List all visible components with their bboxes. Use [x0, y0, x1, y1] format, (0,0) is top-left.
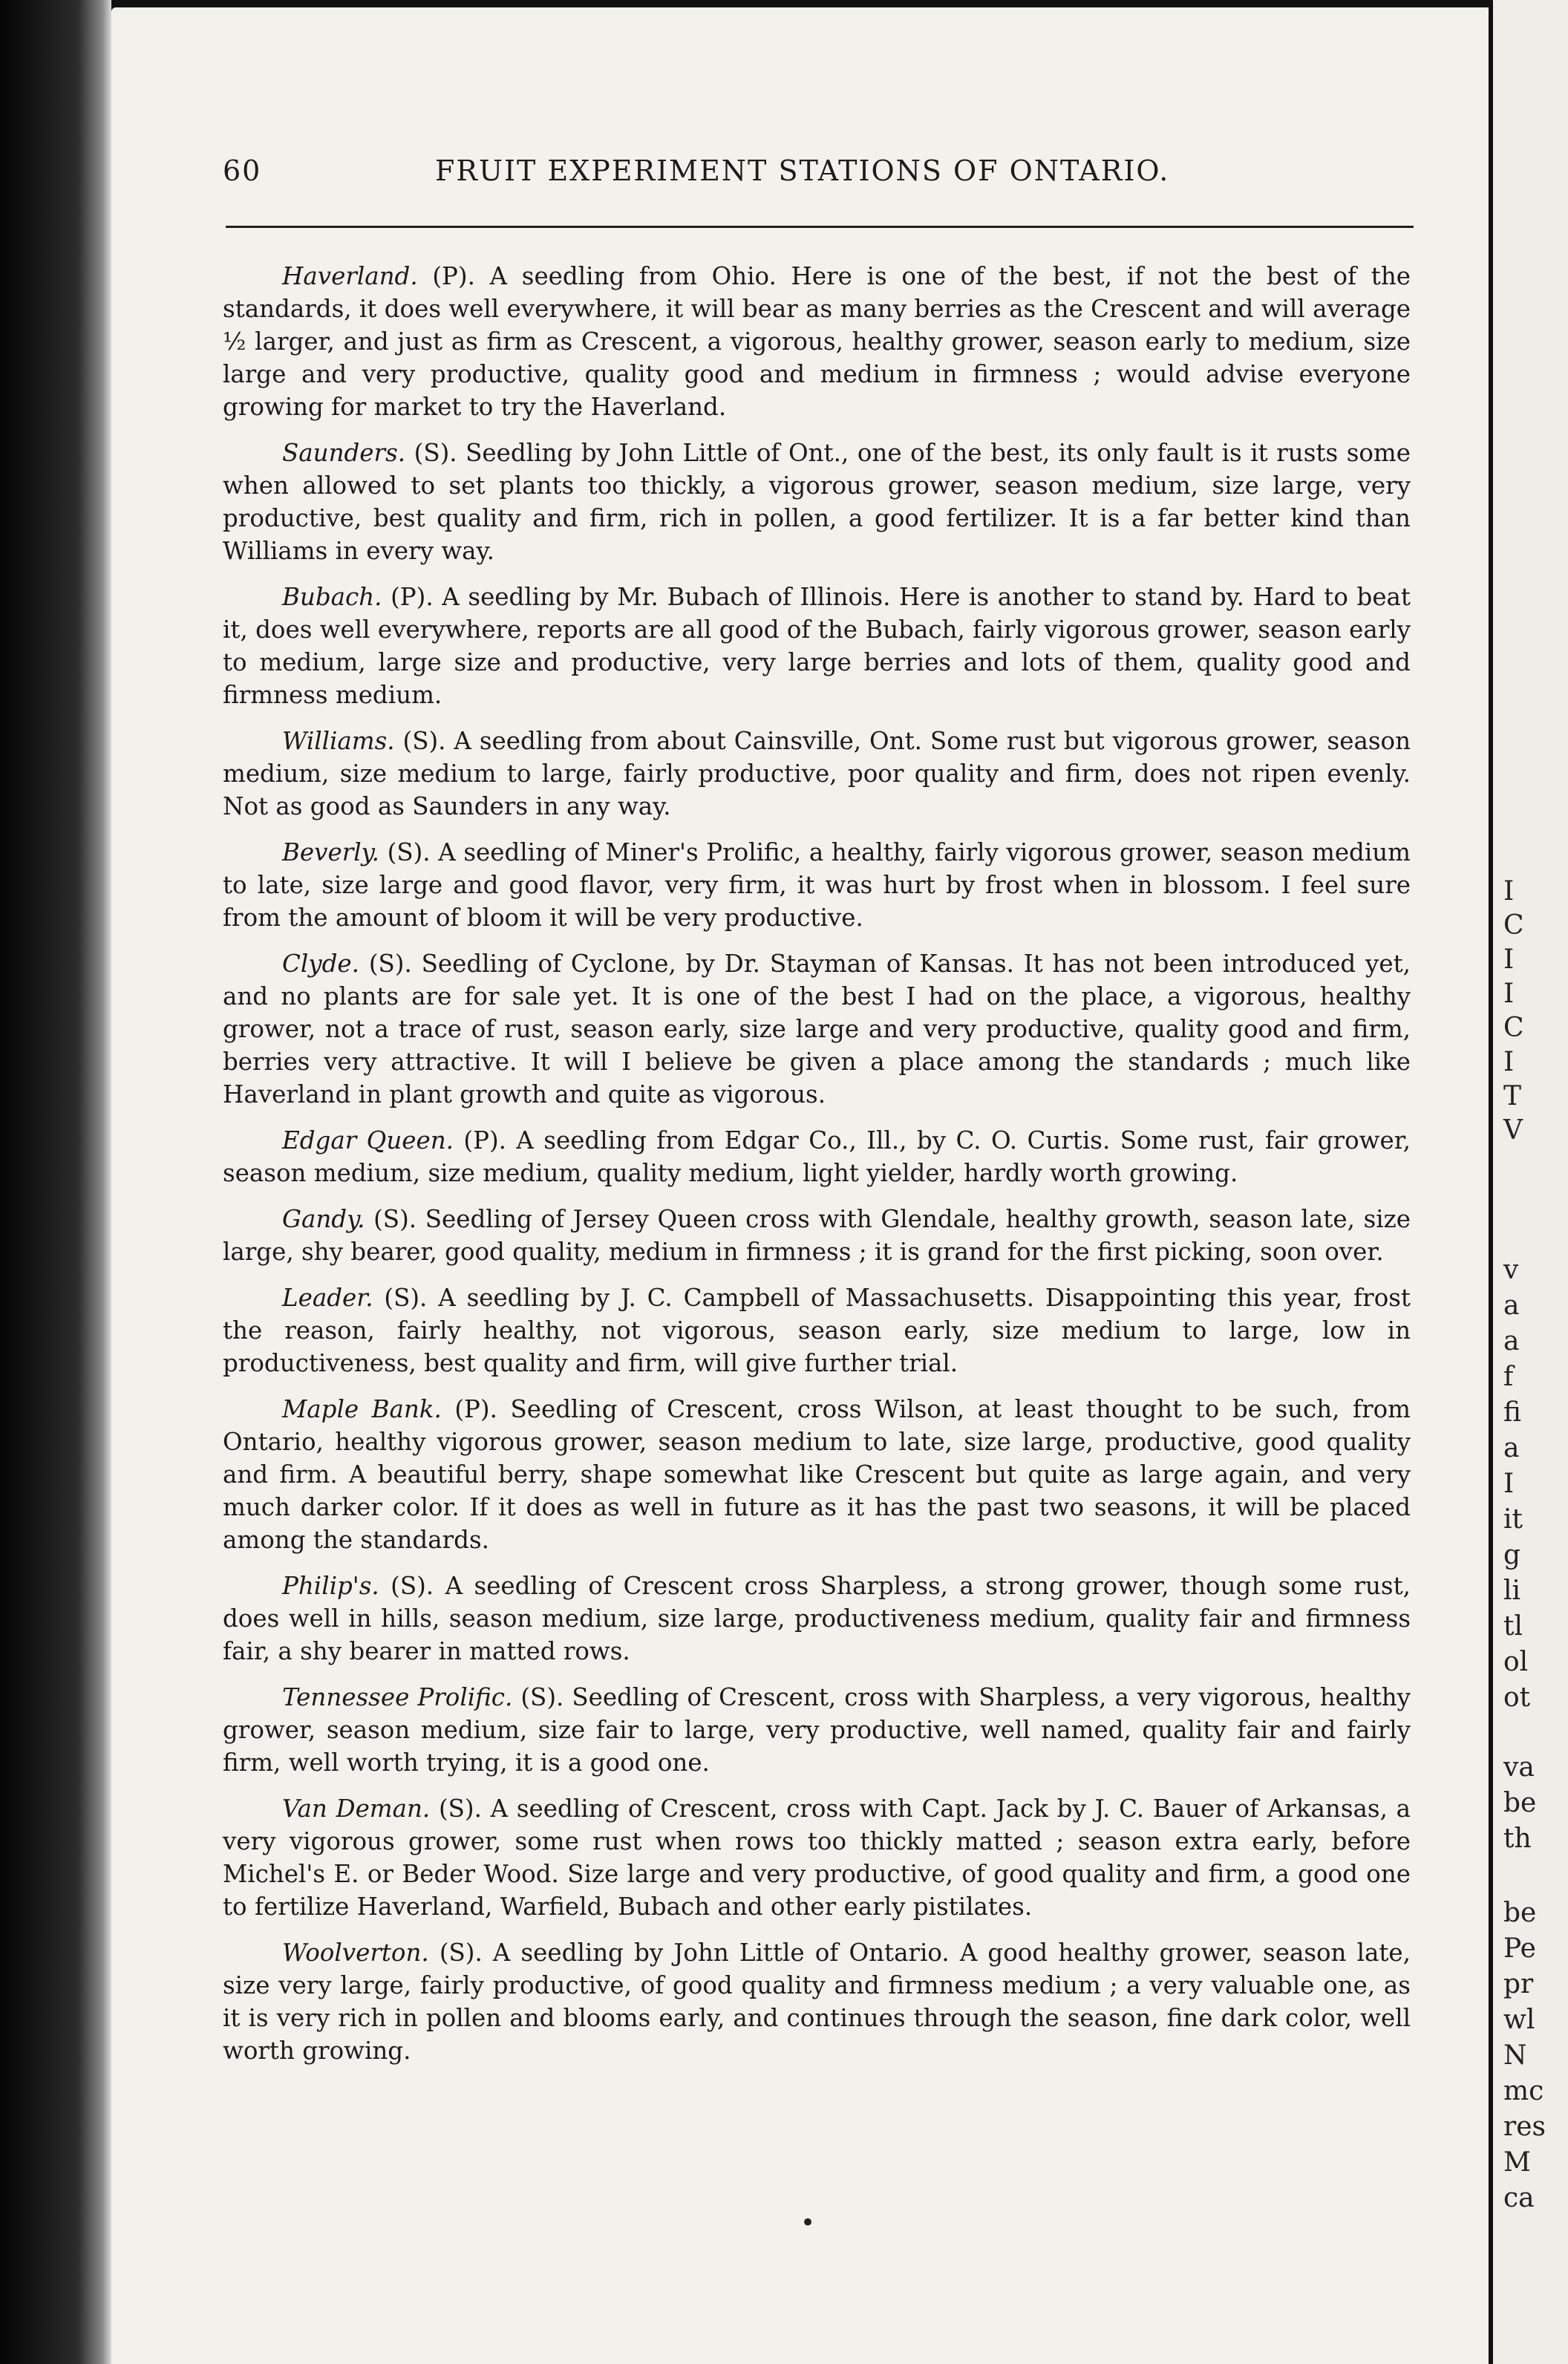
variety-entry	[223, 1570, 1411, 1668]
variety-name: Beverly.	[282, 838, 380, 866]
facing-page-fragment: mc	[1503, 2076, 1544, 2106]
page-body	[223, 260, 1411, 2080]
variety-entry	[223, 1393, 1411, 1556]
variety-entry	[223, 581, 1411, 711]
variety-entry	[223, 725, 1411, 823]
facing-page-fragment: C	[1503, 1013, 1524, 1043]
variety-description: (S). A seedling from about Cainsville, Ont. Some rust but vigorous grower, season medium, size medium to large, fairly productive, poor quality and firm, does not ripen evenly. Not as good as Saunders in any way.	[223, 727, 1411, 820]
facing-page-fragment: V	[1503, 1115, 1523, 1146]
facing-page-fragment: I	[1503, 1469, 1515, 1499]
facing-page-fragment: a	[1503, 1326, 1520, 1356]
variety-description: (P). Seedling of Crescent, cross Wilson, at least thought to be such, from Ontario, healthy vigorous grower, season medium to late, size large, productive, good quality and firm. A beautiful berry, shape somewhat like Crescent but quite as large again, and very much darker color. If it does as well in future as it has the past two seasons, it will be placed among the standards.	[223, 1395, 1411, 1554]
variety-name: Tennessee Prolific.	[282, 1683, 513, 1711]
facing-page-fragment: wl	[1503, 2005, 1535, 2035]
facing-page-fragment: it	[1503, 1504, 1523, 1535]
variety-entry	[223, 260, 1411, 423]
facing-page-fragment: I	[1503, 979, 1515, 1009]
facing-page-fragment: va	[1503, 1752, 1535, 1783]
variety-description: (S). Seedling of Cyclone, by Dr. Stayman of Kansas. It has not been introduced yet, and no plants are for sale yet. It is one of the best I had on the place, a vigorous, healthy grower, not a trace of rust, season early, size large and very productive, quality good and firm, berries very attractive. It will I believe be given a place among the standards ; much like Haverland in plant growth and quite as vigorous.	[223, 950, 1411, 1108]
header-rule	[226, 226, 1414, 228]
facing-page-fragment: th	[1503, 1823, 1532, 1854]
variety-name: Williams.	[282, 727, 395, 755]
facing-page-fragment: T	[1503, 1081, 1522, 1111]
facing-page-fragment: g	[1503, 1540, 1521, 1570]
facing-page-fragment: be	[1503, 1898, 1537, 1928]
facing-page-fragment: ot	[1503, 1682, 1531, 1713]
facing-page-fragment: pr	[1503, 1969, 1534, 1999]
variety-description: (P). A seedling by Mr. Bubach of Illinois. Here is another to stand by. Hard to beat it, does well everywhere, reports are all good of the Bubach, fairly vigorous grower, season early to medium, large size and productive, very large berries and lots of them, quality good and firmness medium.	[223, 583, 1411, 709]
facing-page-fragment: res	[1503, 2112, 1546, 2142]
variety-name: Philip's.	[282, 1572, 379, 1600]
variety-entry	[223, 1681, 1411, 1779]
variety-name: Saunders.	[282, 439, 406, 467]
facing-page-fragment: v	[1503, 1255, 1519, 1285]
variety-description: (S). A seedling of Miner's Prolific, a healthy, fairly vigorous grower, season medium to late, size large and good flavor, very firm, it was hurt by frost when in blossom. I feel sure from the amount of bloom it will be very productive.	[223, 838, 1411, 932]
facing-page-fragment: I	[1503, 1047, 1515, 1077]
variety-name: Woolverton.	[282, 1939, 429, 1967]
variety-entry	[223, 947, 1411, 1111]
page-number: 60	[223, 154, 262, 187]
facing-page-fragment: be	[1503, 1788, 1537, 1818]
facing-page-fragment: C	[1503, 910, 1524, 941]
variety-entry	[223, 836, 1411, 934]
facing-page-fragment: Pe	[1503, 1933, 1536, 1964]
printer-mark: •	[800, 2208, 816, 2238]
variety-description: (S). Seedling of Jersey Queen cross with Glendale, healthy growth, season late, size large, shy bearer, good quality, medium in firmness ; it is grand for the first picking, soon over.	[223, 1205, 1411, 1266]
variety-name: Gandy.	[282, 1205, 365, 1233]
facing-page-fragment: li	[1503, 1576, 1521, 1606]
variety-entry	[223, 1281, 1411, 1379]
variety-name: Edgar Queen.	[282, 1126, 454, 1155]
variety-description: (P). A seedling from Ohio. Here is one of the best, if not the best of the standards, it does well everywhere, it will bear as many berries as the Crescent and will average ½ larger, and just as firm as Crescent, a vigorous, healthy grower, season early to medium, size large and very productive, quality good and medium in firmness ; would advise everyone growing for market to try the Haverland.	[223, 262, 1411, 421]
variety-entry	[223, 1124, 1411, 1189]
variety-description: (S). A seedling of Crescent cross Sharpless, a strong grower, though some rust, does well in hills, season medium, size large, productiveness medium, quality fair and firmness fair, a shy bearer in matted rows.	[223, 1572, 1411, 1665]
variety-name: Haverland.	[282, 262, 418, 290]
facing-page-fragment: a	[1503, 1433, 1520, 1463]
book-binding-shadow	[0, 0, 111, 2364]
variety-description: (S). A seedling of Crescent, cross with Capt. Jack by J. C. Bauer of Arkansas, a very vigorous grower, some rust when rows too thickly matted ; season extra early, before Michel's E. or Beder Wood. Size large and very productive, of good quality and firm, a good one to fertilize Haverland, Warfield, Bubach and other early pistilates.	[223, 1795, 1411, 1921]
variety-name: Bubach.	[282, 583, 382, 611]
variety-name: Van Deman.	[282, 1795, 431, 1823]
variety-entry	[223, 1792, 1411, 1923]
variety-entry	[223, 1203, 1411, 1268]
facing-page-fragment: I	[1503, 944, 1515, 975]
variety-name: Clyde.	[282, 950, 359, 978]
variety-description: (S). Seedling of Crescent, cross with Sharpless, a very vigorous, healthy grower, season medium, size fair to large, very productive, well named, quality fair and fairly firm, well worth trying, it is a good one.	[223, 1683, 1411, 1777]
variety-description: (P). A seedling from Edgar Co., Ill., by C. O. Curtis. Some rust, fair grower, season medium, size medium, quality medium, light yielder, hardly worth growing.	[223, 1126, 1411, 1187]
facing-page-fragment: tl	[1503, 1611, 1523, 1642]
facing-page-fragment: f	[1503, 1362, 1514, 1392]
variety-description: (S). A seedling by J. C. Campbell of Massachusetts. Disappointing this year, frost the reason, fairly healthy, not vigorous, season early, size medium to large, low in productiveness, best quality and firm, will give further trial.	[223, 1284, 1411, 1377]
variety-entry	[223, 1936, 1411, 2067]
facing-page-fragment: M	[1503, 2147, 1531, 2178]
variety-name: Leader.	[282, 1284, 373, 1312]
facing-page-fragment: fi	[1503, 1397, 1522, 1428]
variety-description: (S). Seedling by John Little of Ont., one of the best, its only fault is it rusts some when allowed to set plants too thickly, a vigorous grower, season medium, size large, very productive, best quality and firm, rich in pollen, a good fertilizer. It is a far better kind than Williams in every way.	[223, 439, 1411, 565]
running-title: FRUIT EXPERIMENT STATIONS OF ONTARIO.	[435, 154, 1170, 187]
facing-page-fragment: ol	[1503, 1647, 1529, 1677]
facing-page-edge	[1489, 0, 1568, 2364]
facing-page-fragment: ca	[1503, 2183, 1535, 2213]
facing-page-fragment: a	[1503, 1290, 1520, 1321]
variety-description: (S). A seedling by John Little of Ontario. A good healthy grower, season late, size very large, fairly productive, of good quality and firmness medium ; a very valuable one, as it is very rich in pollen and blooms early, and continues through the season, fine dark color, well worth growing.	[223, 1939, 1411, 2065]
variety-entry	[223, 437, 1411, 567]
facing-page-fragment: I	[1503, 876, 1515, 907]
variety-name: Maple Bank.	[282, 1395, 442, 1423]
facing-page-fragment: N	[1503, 2040, 1527, 2071]
